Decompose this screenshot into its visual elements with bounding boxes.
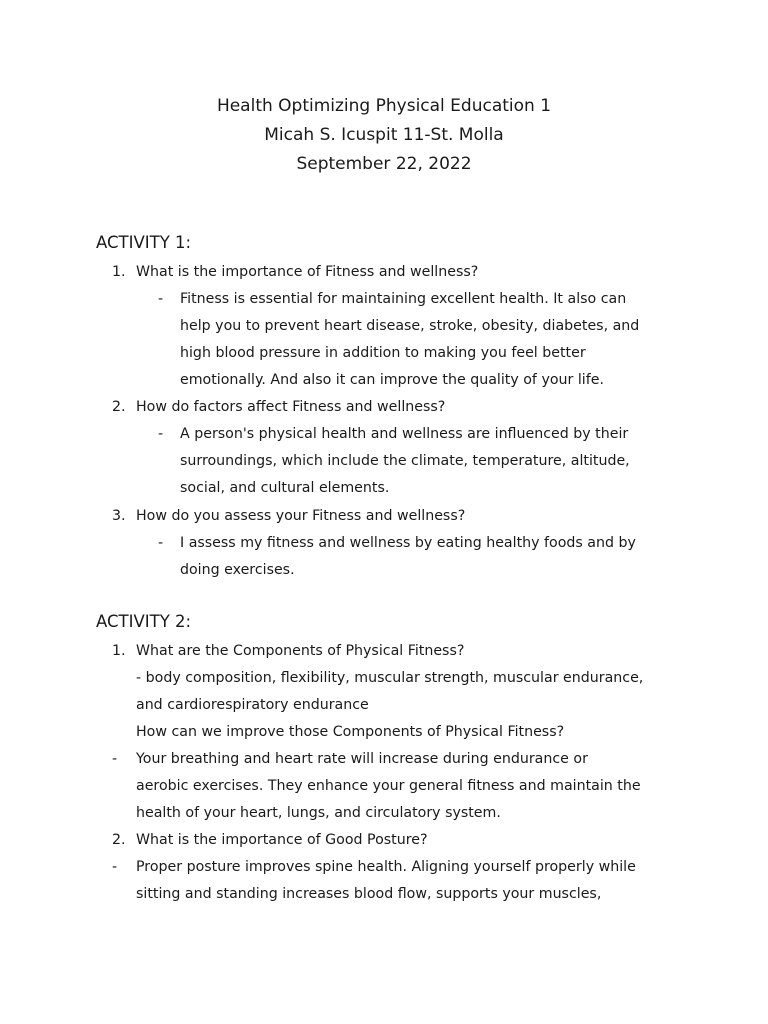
a1-q3-answer-line: doing exercises.	[180, 562, 295, 578]
a1-q2-answer-line: A person's physical health and wellness are influenced by their	[180, 426, 629, 442]
a1-q1-answer-line: emotionally. And also it can improve the quality of your life.	[180, 372, 604, 388]
a1-q3-answer-line: I assess my fitness and wellness by eating healthy foods and by	[180, 535, 636, 551]
activity2-heading: ACTIVITY 2:	[96, 612, 192, 631]
a2-q1-followup-answer-line: aerobic exercises. They enhance your general fitness and maintain the	[136, 778, 641, 794]
a1-q2-dash: -	[158, 426, 164, 442]
a1-q3-number: 3.	[112, 508, 126, 524]
a2-q2-answer-line: sitting and standing increases blood flow, supports your muscles,	[136, 886, 602, 902]
a1-q1-answer-line: high blood pressure in addition to making you feel better	[180, 345, 586, 361]
a2-q1-answer-line: - body composition, flexibility, muscular strength, muscular endurance,	[136, 670, 644, 686]
a2-q1-number: 1.	[112, 643, 126, 659]
a1-q2-question: How do factors affect Fitness and wellness?	[136, 399, 446, 415]
a2-q2-answer-line: Proper posture improves spine health. Aligning yourself properly while	[136, 859, 636, 875]
date-line: September 22, 2022	[296, 154, 472, 174]
a2-q1-followup-answer-line: Your breathing and heart rate will increase during endurance or	[136, 751, 588, 767]
a2-q1-followup-question: How can we improve those Components of Physical Fitness?	[136, 724, 565, 740]
a1-q1-question: What is the importance of Fitness and wellness?	[136, 264, 479, 280]
a2-q2-number: 2.	[112, 832, 126, 848]
a2-q1-answer-line: and cardiorespiratory endurance	[136, 697, 369, 713]
a2-q1-dash: -	[112, 751, 118, 767]
a2-q1-question: What are the Components of Physical Fitness?	[136, 643, 465, 659]
author-line: Micah S. Icuspit 11-St. Molla	[264, 125, 504, 145]
a1-q1-answer-line: Fitness is essential for maintaining excellent health. It also can	[180, 291, 627, 307]
a1-q1-dash: -	[158, 291, 164, 307]
a2-q1-followup-answer-line: health of your heart, lungs, and circulatory system.	[136, 805, 501, 821]
a1-q2-answer-line: social, and cultural elements.	[180, 480, 390, 496]
a1-q2-number: 2.	[112, 399, 126, 415]
a1-q3-question: How do you assess your Fitness and wellness?	[136, 508, 466, 524]
a2-q2-question: What is the importance of Good Posture?	[136, 832, 428, 848]
a1-q2-answer-line: surroundings, which include the climate, temperature, altitude,	[180, 453, 630, 469]
a1-q1-number: 1.	[112, 264, 126, 280]
a2-q2-dash: -	[112, 859, 118, 875]
activity1-heading: ACTIVITY 1:	[96, 233, 192, 252]
document-title: Health Optimizing Physical Education 1	[216, 96, 552, 116]
document-header	[0, 92, 768, 179]
a1-q1-answer-line: help you to prevent heart disease, stroke, obesity, diabetes, and	[180, 318, 640, 334]
a1-q3-dash: -	[158, 535, 164, 551]
